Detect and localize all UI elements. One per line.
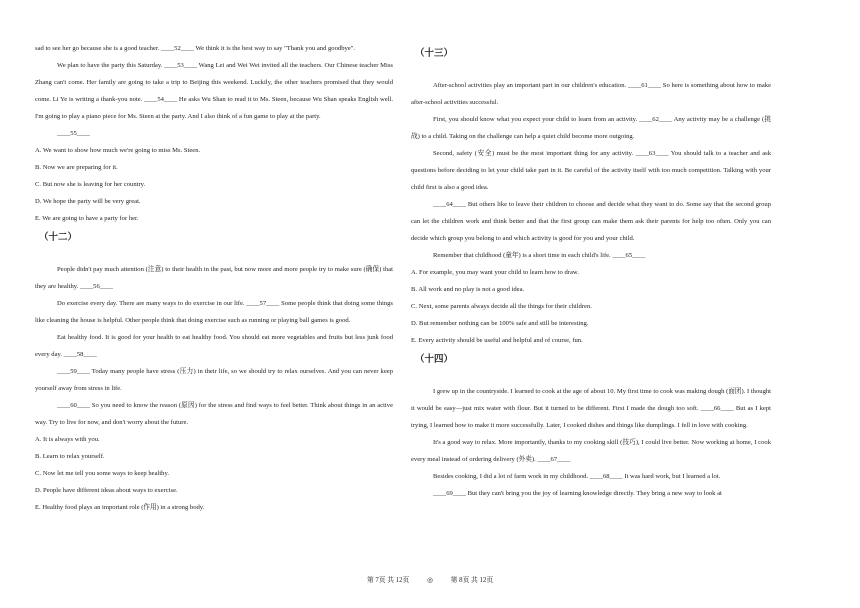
passage-paragraph: People didn't pay much attention (注意) to their health in the past, but now more and more people try to make sure (确保) that they are healthy. ____56____ [35,266,393,290]
left-column [35,40,393,516]
passage-paragraph: ____60____ So you need to know the reason (原因) for the stress and find ways to feel better. Think about things in an active way. Try to live for now, and don't worry about the future. [35,402,393,426]
option-item: B. Now we are preparing for it. [35,164,118,171]
page-footer [0,574,860,584]
option-item: D. But remember nothing can be 100% safe and still be interesting. [411,320,589,327]
option-item: A. We want to show how much we're going to miss Ms. Steen. [35,147,201,154]
page-number-left: 第 7页 共 12页 [366,577,410,584]
option-item: E. We are going to have a party for her. [35,215,139,222]
passage-paragraph: ____55____ [57,130,90,137]
passage-paragraph: Second, safety (安全) must be the most important thing for any activity. ____63____ You should talk to a teacher and ask questions before deciding to let your child take part in it. Be careful of the activity itself with too much competition. Talking with your child first is also a good idea. [411,150,771,191]
option-item: B. Learn to relax yourself. [35,453,105,460]
option-item: A. It is always with you. [35,436,100,443]
passage-paragraph: Do exercise every day. There are many ways to do exercise in our life. ____57____ Some people think that doing some things like cleaning the house is helpful. Other people think that doing exercise such as running or playing ball games is good. [35,300,393,324]
section-heading-14: （十四） [415,354,454,365]
section-heading-12: （十二） [39,232,78,243]
passage-paragraph: Remember that childhood (童年) is a short time in each child's life. ____65____ [433,252,646,259]
option-item: C. Now let me tell you some ways to keep healthy. [35,470,169,477]
option-item: C. Next, some parents always decide all the things for their children. [411,303,592,310]
right-column [411,43,771,502]
passage-paragraph: Besides cooking, I did a lot of farm work in my childhood. ____68____ It was hard work, but I learned a lot. [433,473,721,480]
option-item: B. All work and no play is not a good idea. [411,286,525,293]
passage-paragraph: After-school activities play an important part in our children's education. ____61____ So here is something about how to make after-school activities successful. [411,82,771,106]
option-item: C. But now she is leaving for her country. [35,181,146,188]
passage-paragraph: We plan to have the party this Saturday. ____53____ Wang Lei and Wei Wei invited all the teachers. Our Chinese teacher Miss Zhang can't come. Her family are going to take a trip to Beijing this weekend. Luckily, the other teachers promised that they would come. Li Ye is writing a thank-you note. ____54____ He asks Wu Shan to read it to Ms. Steen, because Wu Shan speaks English well. I'm going to play a piano piece for Ms. Steen at the party. And I also think of a fun game to play at the party. [35,62,393,120]
section-heading-13: （十三） [415,48,454,59]
passage-paragraph: Eat healthy food. It is good for your health to eat healthy food. You should eat more vegetables and fruits but less junk food every day. ____58____ [35,334,393,358]
passage-paragraph: It's a good way to relax. More importantly, thanks to my cooking skill (技巧), I could live better. Now working at home, I cook every meal instead of ordering delivery (外卖). ____67____ [411,439,771,463]
passage-paragraph: ____59____ Today many people have stress (压力) in their life, so we should try to relax ourselves. And you can never keep yourself away from stress in life. [35,368,393,392]
passage-paragraph: sad to see her go because she is a good teacher. ____52____ We think it is the best way to say "Thank you and goodbye". [35,45,356,52]
option-item: E. Healthy food plays an important role (作用) in a strong body. [35,504,205,511]
passage-paragraph: First, you should know what you expect your child to learn from an activity. ____62____ Any activity may be a challenge (挑战) to a child. Taking on the challenge can help a quiet child become more outgoing. [411,116,771,140]
option-item: D. People have different ideas about ways to exercise. [35,487,178,494]
center-mark: ◎ [427,577,433,584]
passage-paragraph: ____69____ But they can't bring you the joy of learning knowledge directly. They bring a new way to look at [433,490,722,497]
passage-paragraph: I grew up in the countryside. I learned to cook at the age of about 10. My first time to cook was making dough (面团). I thought it would be easy—just mix water with flour. But it turned to be different. First I made the dough too soft. ____66____ But as I kept trying, I learned how to make it more successfully. Later, I cooked dishes and things like dumplings. I fell in love with cooking. [411,388,771,429]
page-number-right: 第 8页 共 12页 [450,577,494,584]
option-item: D. We hope the party will be very great. [35,198,141,205]
option-item: E. Every activity should be useful and helpful and of course, fun. [411,337,583,344]
passage-paragraph: ____64____ But others like to leave their children to choose and decide what they want to do. Some say that the second group can let the children work and think better and that the first group can make them ask their parents for help too often. Only you can decide which group you belong to and which activity is good for you and your child. [411,201,771,242]
option-item: A. For example, you may want your child to learn how to draw. [411,269,579,276]
